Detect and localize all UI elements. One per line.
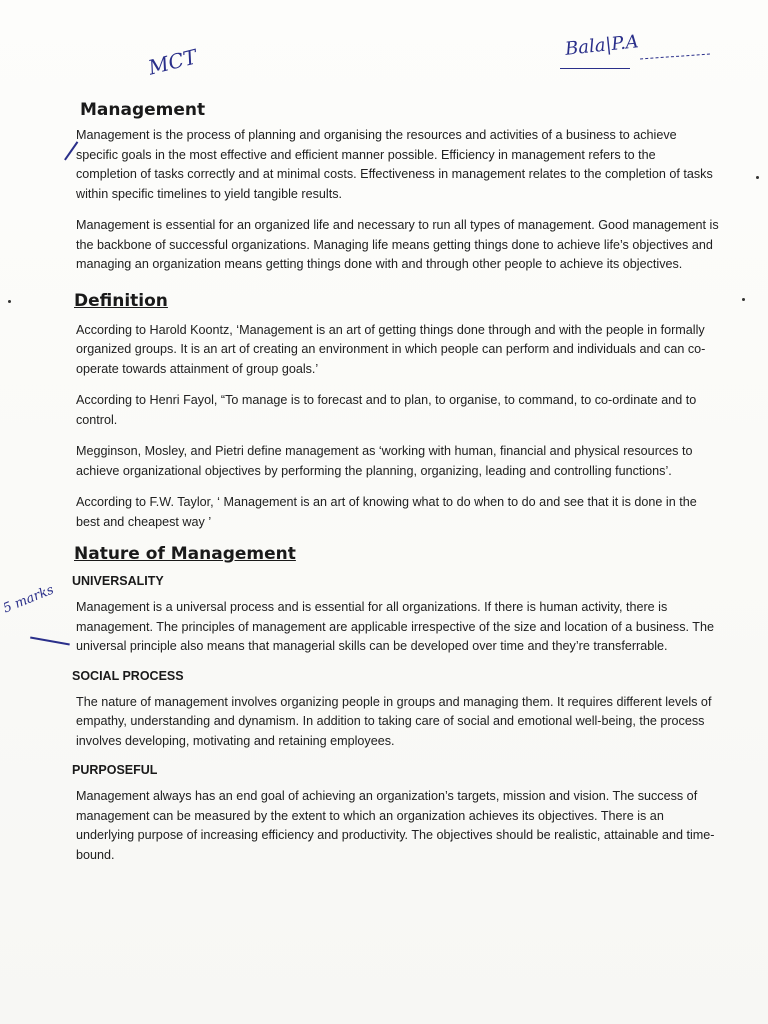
scan-speck — [756, 176, 759, 179]
management-paragraph-1: Management is the process of planning and organising the resources and activities of a business to achieve specific goals in the most effective and efficient manner possible. Efficiency in management refers to the completion of tasks correctly and at minimal costs. Effectiveness in management relates to the completion of tasks within specific timelines to yield tangible results. — [76, 128, 713, 201]
scan-speck — [742, 298, 745, 301]
subheading-universality: UNIVERSALITY — [72, 574, 164, 588]
social-process-text: The nature of management involves organizing people in groups and managing them. It requires different levels of empathy, understanding and dynamism. In addition to taking care of social and emotional well-being, the process involves developing, motivating and retaining employees. — [76, 694, 712, 748]
management-paragraph-2: Management is essential for an organized life and necessary to run all types of management. Good management is the backbone of successful organizations. Managing life means getting things done to achieve life’s objectives and managing an organization means getting things done with and through other people to achieve its objectives. — [76, 218, 719, 271]
handwritten-margin-stroke — [30, 637, 70, 645]
definition-taylor: According to F.W. Taylor, ‘ Management is an art of knowing what to do when to do and see that it is done in the best and cheapest way ’ — [76, 495, 697, 529]
universality-text: Management is a universal process and is essential for all organizations. If there is human activity, there is management. The principles of management are applicable irrespective of the size and location of a business. The universal principle also means that managerial skills can be developed over time and they’re transferrable. — [76, 600, 714, 653]
definition-koontz: According to Harold Koontz, ‘Management is an art of getting things done through and with the people in formally organized groups. It is an art of creating an environment in which people can perform and individuals and can co-operate towards attainment of group goals.’ — [76, 322, 706, 376]
definition-fayol: According to Henri Fayol, “To manage is to forecast and to plan, to organise, to command, to co-ordinate and to control. — [76, 393, 697, 427]
heading-definition: Definition — [74, 290, 168, 311]
subheading-purposeful: PURPOSEFUL — [72, 763, 158, 777]
subheading-social-process: SOCIAL PROCESS — [72, 668, 184, 683]
definition-megginson: Megginson, Mosley, and Pietri define management as ‘working with human, financial and physical resources to achieve organizational objectives by performing the planning, organizing, leading and controlling functions’. — [76, 444, 693, 478]
handwritten-note-mct: MCT — [145, 44, 200, 80]
heading-management: Management — [80, 100, 206, 120]
handwritten-note-name: Bala|P.A — [564, 31, 640, 60]
document-body — [70, 100, 720, 877]
heading-nature-of-management: Nature of Management — [74, 544, 296, 564]
purposeful-text: Management always has an end goal of achieving an organization’s targets, mission and vision. The success of management can be measured by the extent to which an organization achieves its objectives. There is an underlying purpose of increasing efficiency and productivity. The objectives should be realistic, attainable and time-bound. — [76, 789, 715, 862]
handwritten-underline — [560, 68, 630, 69]
scan-speck — [8, 300, 11, 303]
handwritten-dash-line — [640, 54, 710, 60]
handwritten-marks-note: 5 marks — [1, 582, 57, 617]
